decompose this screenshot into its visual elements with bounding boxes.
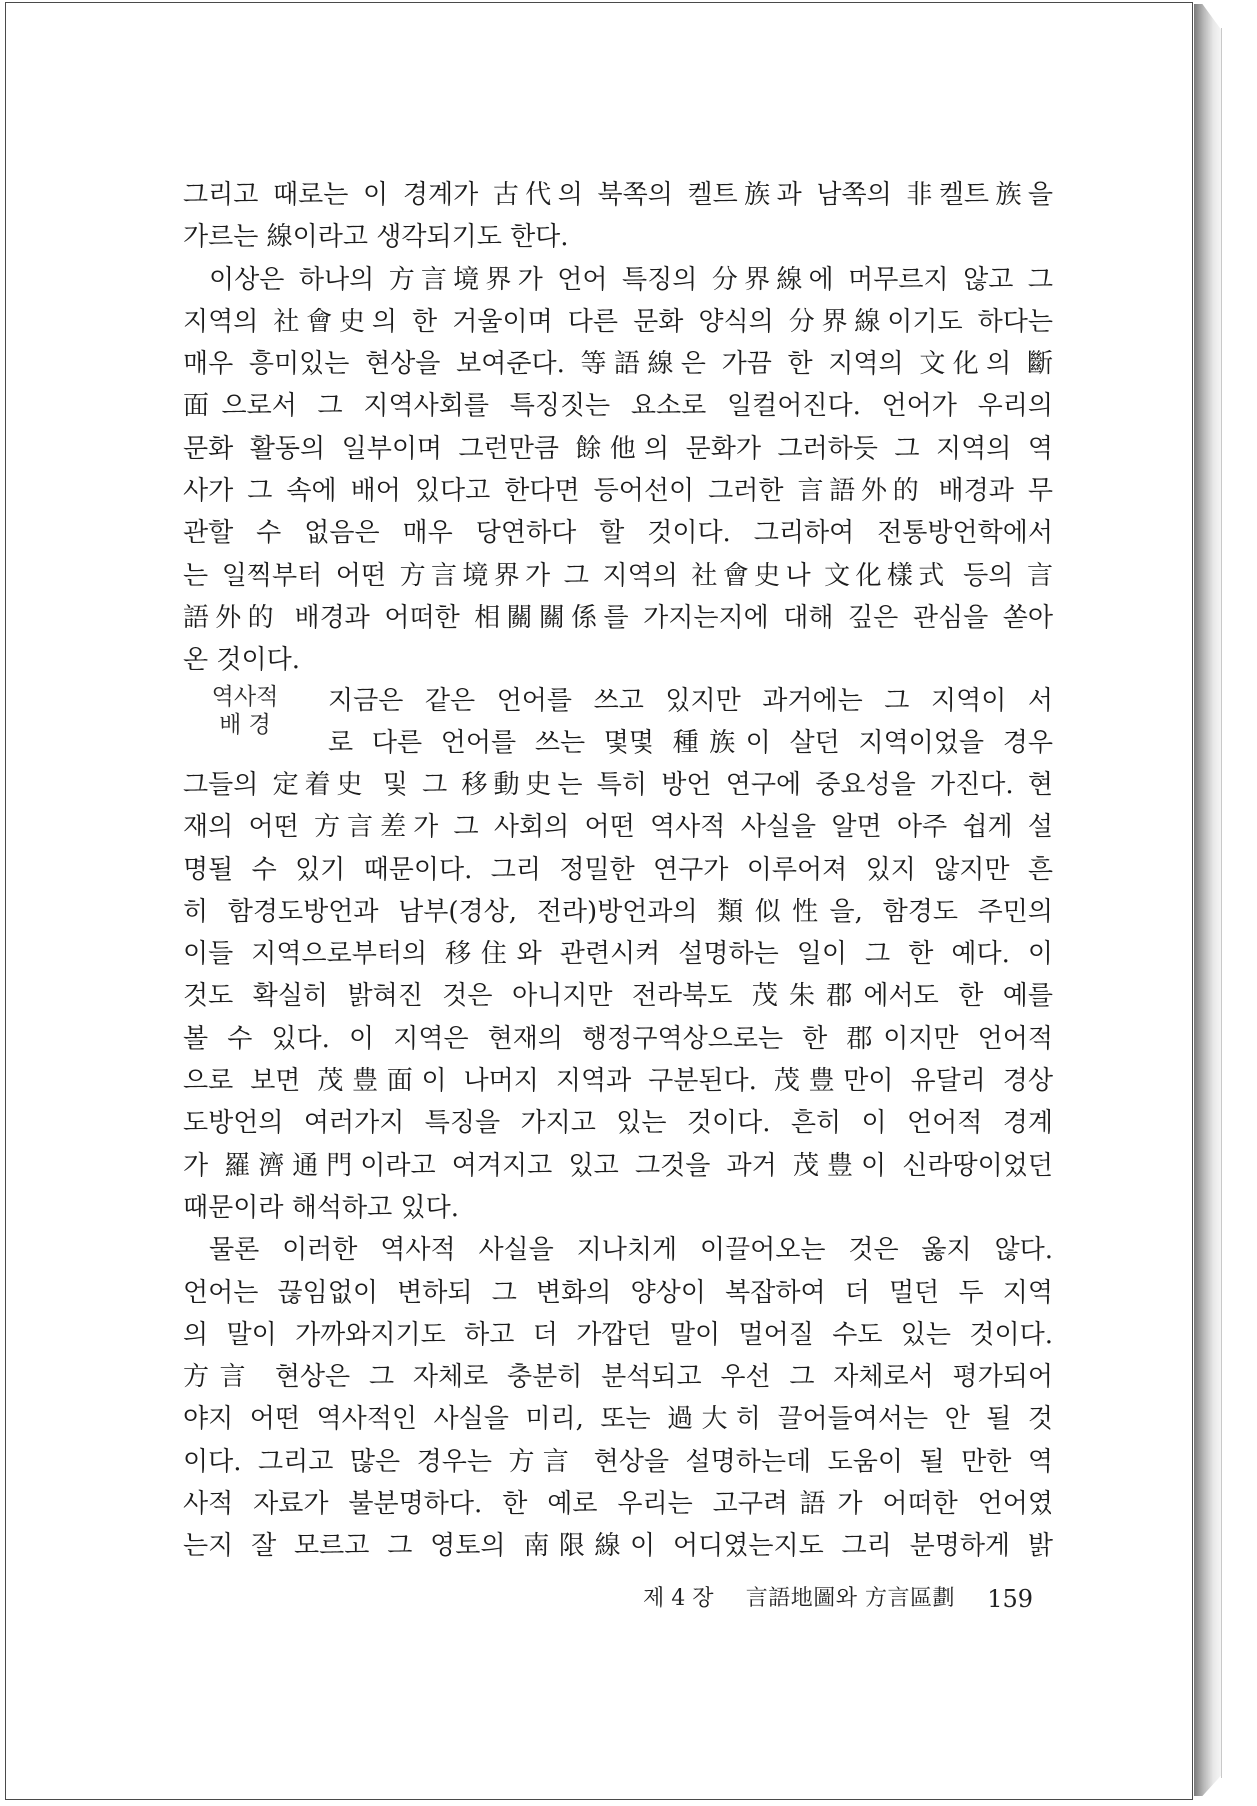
text-line: 으로 보면 茂豊面이 나머지 지역과 구분된다. 茂豊만이 유달리 경상 bbox=[183, 1066, 1053, 1097]
text-line: 명될 수 있기 때문이다. 그리 정밀한 연구가 이루어져 있지 않지만 흔 bbox=[183, 854, 1053, 885]
text-line: 이상은 하나의 方言境界가 언어 특징의 分界線에 머무르지 않고 그 bbox=[209, 264, 1053, 295]
text-line: 볼 수 있다. 이 지역은 현재의 행정구역상으로는 한 郡이지만 언어적 bbox=[183, 1023, 1053, 1054]
text-line: 로 다른 언어를 쓰는 몇몇 種族이 살던 지역이었을 경우 bbox=[328, 728, 1053, 759]
body-text-bottom bbox=[183, 764, 1053, 1568]
text-line: 語外的 배경과 어떠한 相關關係를 가지는지에 대해 깊은 관심을 쏟아 bbox=[183, 602, 1053, 633]
side-text-block bbox=[328, 680, 1053, 765]
text-line: 물론 이러한 역사적 사실을 지나치게 이끌어오는 것은 옳지 않다. bbox=[209, 1235, 1053, 1266]
body-text-top bbox=[183, 174, 1053, 682]
text-line: 문화 활동의 일부이며 그런만큼 餘他의 문화가 그러하듯 그 지역의 역 bbox=[183, 433, 1053, 464]
text-line: 지금은 같은 언어를 쓰고 있지만 과거에는 그 지역이 서 bbox=[328, 686, 1053, 716]
text-line: 지역의 社會史의 한 거울이며 다른 문화 양식의 分界線이기도 하다는 bbox=[183, 306, 1053, 337]
page-stack-edge bbox=[1194, 4, 1222, 1796]
text-line: 재의 어떤 方言差가 그 사회의 어떤 역사적 사실을 알면 아주 쉽게 설 bbox=[183, 812, 1053, 843]
chapter-title: 言語地圖와 方言區劃 bbox=[745, 1586, 955, 1611]
side-heading-line: 배 경 bbox=[219, 712, 271, 738]
text-line: 도방언의 여러가지 특징을 가지고 있는 것이다. 흔히 이 언어적 경계 bbox=[183, 1108, 1053, 1139]
text-line: 의 말이 가까와지기도 하고 더 가깝던 말이 멀어질 수도 있는 것이다. bbox=[183, 1319, 1053, 1350]
text-line: 때문이라 해석하고 있다. bbox=[183, 1192, 459, 1223]
text-line: 사가 그 속에 배어 있다고 한다면 등어선이 그러한 言語外的 배경과 무 bbox=[183, 476, 1053, 507]
text-line: 面으로서 그 지역사회를 특징짓는 요소로 일컬어진다. 언어가 우리의 bbox=[183, 391, 1053, 422]
text-line: 는지 잘 모르고 그 영토의 南限線이 어디였는지도 그리 분명하게 밝 bbox=[183, 1531, 1053, 1562]
page-footer bbox=[643, 1585, 1033, 1613]
chapter-label: 제 4 장 bbox=[643, 1586, 714, 1611]
page-number: 159 bbox=[987, 1585, 1033, 1613]
text-line: 것도 확실히 밝혀진 것은 아니지만 전라북도 茂朱郡에서도 한 예를 bbox=[183, 981, 1053, 1012]
text-line: 그리고 때로는 이 경계가 古代의 북쪽의 켈트族과 남쪽의 非켈트族을 bbox=[183, 180, 1053, 210]
text-line: 가르는 線이라고 생각되기도 한다. bbox=[183, 222, 569, 253]
side-heading bbox=[195, 683, 295, 739]
text-line: 方言 현상은 그 자체로 충분히 분석되고 우선 그 자체로서 평가되어 bbox=[183, 1362, 1053, 1393]
page-edge-line bbox=[1221, 28, 1222, 1778]
text-line: 히 함경도방언과 남부(경상, 전라)방언과의 類似性을, 함경도 주민의 bbox=[183, 896, 1053, 927]
text-line: 가 羅濟通門이라고 여겨지고 있고 그것을 과거 茂豊이 신라땅이었던 bbox=[183, 1150, 1053, 1181]
text-line: 야지 어떤 역사적인 사실을 미리, 또는 過大히 끌어들여서는 안 될 것 bbox=[183, 1404, 1053, 1435]
text-line: 이들 지역으로부터의 移住와 관련시켜 설명하는 일이 그 한 예다. 이 bbox=[183, 939, 1053, 970]
text-line: 온 것이다. bbox=[183, 645, 300, 676]
text-line: 그들의 定着史 및 그 移動史는 특히 방언 연구에 중요성을 가진다. 현 bbox=[183, 770, 1053, 800]
side-heading-line: 역사적 bbox=[211, 684, 279, 710]
text-line: 관할 수 없음은 매우 당연하다 할 것이다. 그리하여 전통방언학에서 bbox=[183, 518, 1053, 549]
text-line: 이다. 그리고 많은 경우는 方言 현상을 설명하는데 도움이 될 만한 역 bbox=[183, 1446, 1053, 1477]
text-line: 사적 자료가 불분명하다. 한 예로 우리는 고구려語가 어떠한 언어였 bbox=[183, 1489, 1053, 1520]
text-line: 언어는 끊임없이 변하되 그 변화의 양상이 복잡하여 더 멀던 두 지역 bbox=[183, 1277, 1053, 1308]
text-line: 는 일찍부터 어떤 方言境界가 그 지역의 社會史나 文化樣式 등의 言 bbox=[183, 560, 1053, 591]
text-line: 매우 흥미있는 현상을 보여준다. 等語線은 가끔 한 지역의 文化의 斷 bbox=[183, 349, 1053, 380]
